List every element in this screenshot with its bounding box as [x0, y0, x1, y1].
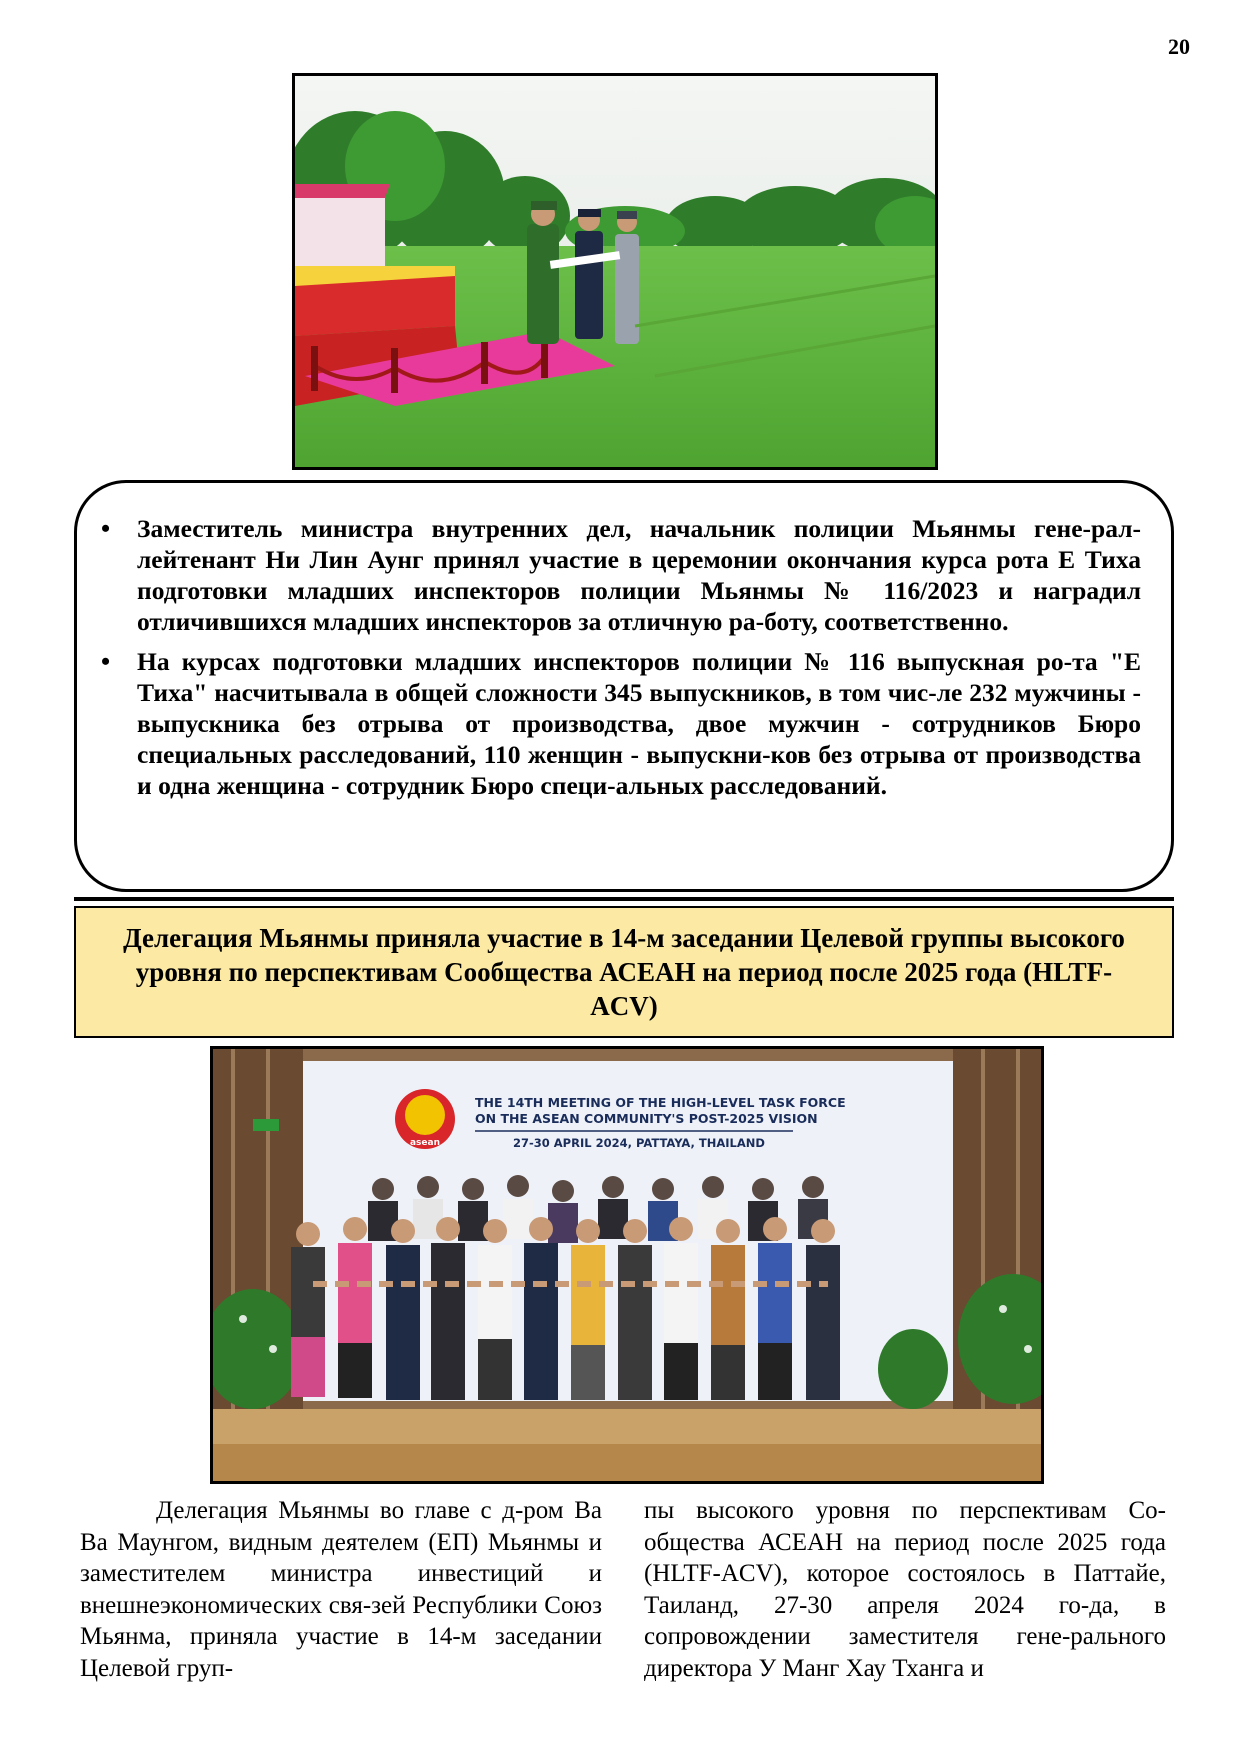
summary-bullet-box [74, 480, 1174, 892]
summary-bullet-list [137, 513, 1141, 801]
article-column-right [644, 1495, 1166, 1684]
banner-line-2: ON THE ASEAN COMMUNITY'S POST-2025 VISION [475, 1111, 818, 1126]
ceremony-photo [292, 73, 938, 470]
article-paragraph: Делегация Мьянмы во главе с д-ром Ва Ва Маунгом, видным деятелем (ЕП) Мьянмы и заместителем министра инвестиций и внешнеэкономических свя-зей Республики Союз Мьянма, приняла участие в 14-м заседании Целевой груп- [80, 1497, 602, 1682]
bullet-item: • Заместитель министра внутренних дел, начальник полиции Мьянмы гене-рал-лейтенант Ни Лин Аунг принял участие в церемонии окончания курса рота Е Тиха подготовки младших инспекторов полиции Мьянмы № 116/2023 и наградил отличившихся младших инспекторов за отличную ра-боту, соответственно. [137, 513, 1141, 637]
article-headline: Делегация Мьянмы приняла участие в 14-м заседании Целевой группы высокого уровня по перспективам Сообщества АСЕАН на период после 2025 года (HLTF-ACV) [123, 923, 1125, 1021]
article-headline-box [74, 906, 1174, 1038]
asean-logo [395, 1089, 455, 1149]
article-column-left [80, 1495, 602, 1684]
asean-meeting-photo [210, 1046, 1044, 1484]
section-divider [74, 897, 1174, 901]
bullet-item: • На курсах подготовки младших инспекторов полиции № 116 выпускная ро-та "Е Тиха" насчитывала в общей сложности 345 выпускников, в том чис-ле 232 мужчины - выпускника без отрыва от производства, двое мужчин - сотрудников Бюро специальных расследований, 110 женщин - выпускни-ков без отрыва от производства и одна женщина - сотрудник Бюро специ-альных расследований. [137, 646, 1141, 801]
asean-logo-text: asean [409, 1138, 441, 1148]
banner-line-3: 27-30 APRIL 2024, PATTAYA, THAILAND [513, 1136, 765, 1150]
banner-line-1: THE 14TH MEETING OF THE HIGH-LEVEL TASK FORCE [475, 1095, 846, 1110]
article-paragraph: пы высокого уровня по перспективам Со-общества АСЕАН на период после 2025 года (HLTF-ACV), которое состоялось в Паттайе, Таиланд, 27-30 апреля 2024 го-да, в сопровождении заместителя гене-рального директора У Манг Хау Тханга и [644, 1497, 1166, 1682]
article-body [80, 1495, 1166, 1684]
page-number: 20 [1168, 34, 1190, 59]
